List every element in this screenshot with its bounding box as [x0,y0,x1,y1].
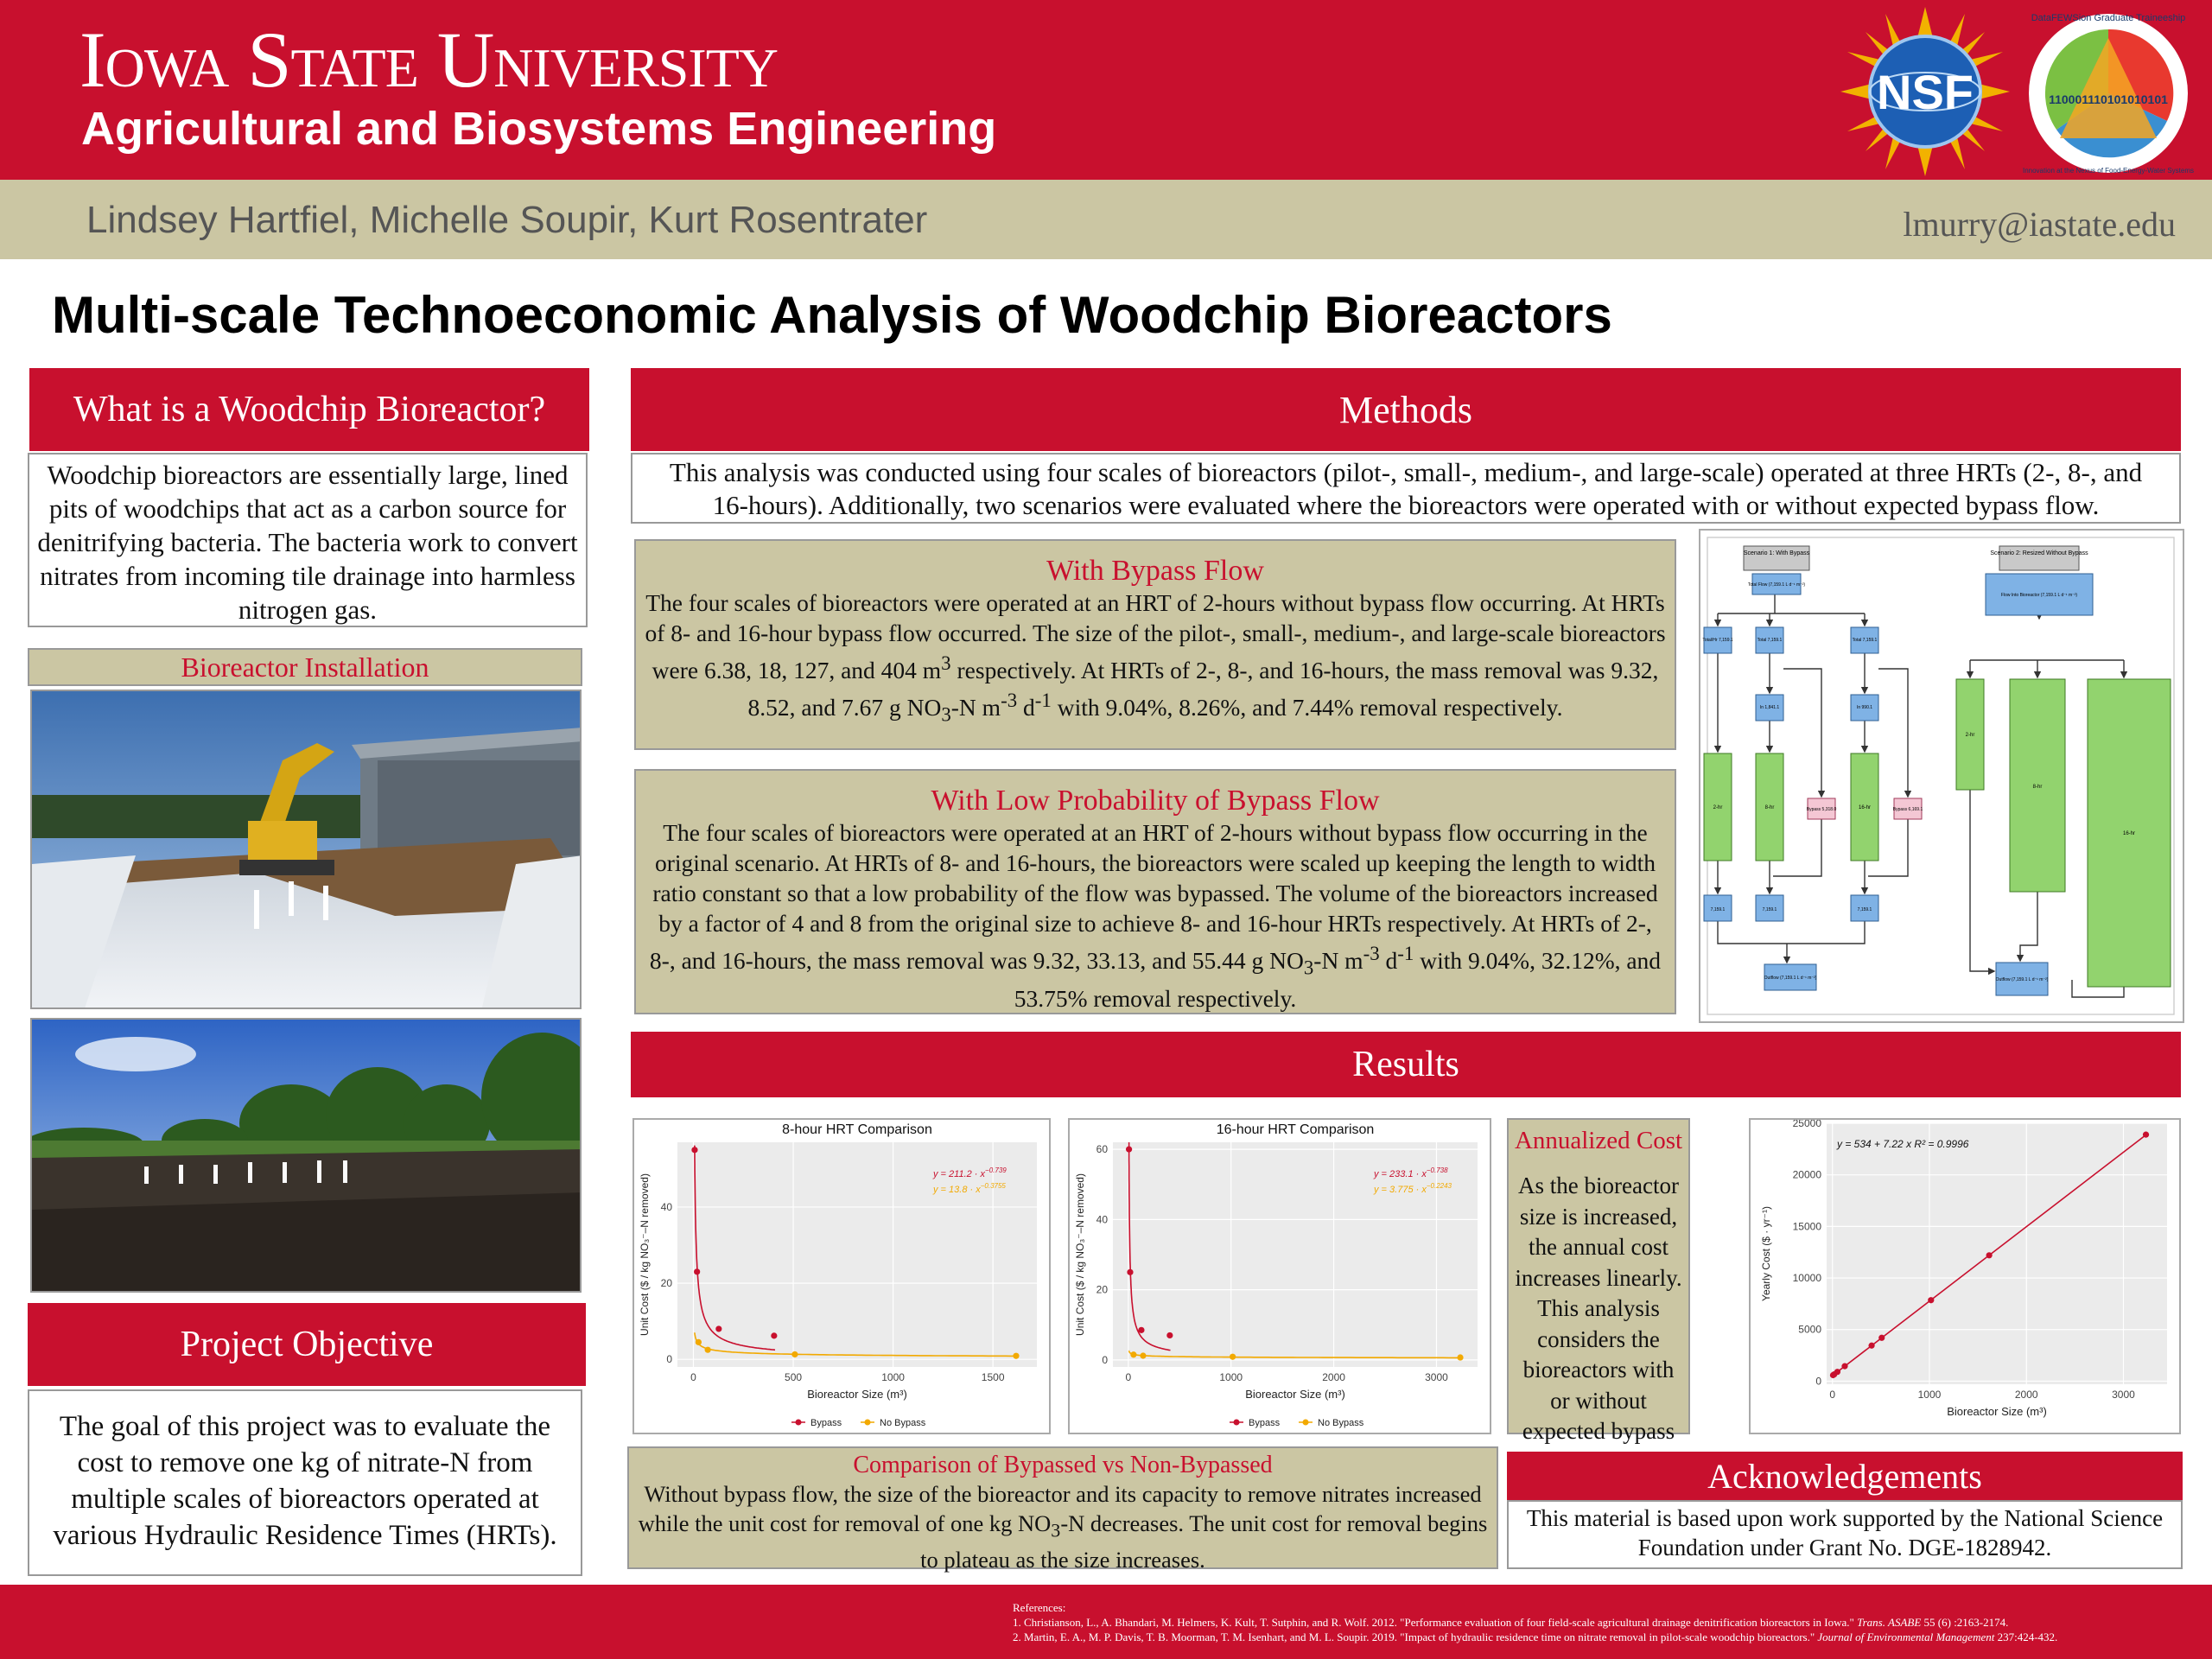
datafews-logo-subtext: Innovation at the Nexus of Food-Energy-Water Systems [2022,167,2195,175]
data-point [1868,1343,1874,1349]
objective-box [28,1389,582,1576]
methods-box [631,453,2181,524]
poster-title: Multi-scale Technoeconomic Analysis of Woodchip Bioreactors [52,286,1612,344]
comparison-text: Without bypass flow, the size of the bioreactor and its capacity to remove nitrates increased while the unit cost for removal of one kg $NO_3-N$ decreases. The unit cost for removal begins to plateau as the size increases. [638,1481,1488,1573]
svg-text:Bypass 5,318.0: Bypass 5,318.0 [1806,807,1837,812]
x-tick-label: 2000 [1322,1371,1345,1383]
svg-text:In 990.1: In 990.1 [1856,705,1873,710]
svg-text:Total Flow (7,159.1 L d⁻¹ m⁻²): Total Flow (7,159.1 L d⁻¹ m⁻²) [1747,582,1806,588]
bypass-box [634,539,1676,750]
data-point [705,1347,711,1353]
datafews-binary: 110001110101010101 [2049,92,2168,106]
svg-text:7,159.1: 7,159.1 [1762,907,1777,912]
y-tick-label: 0 [1102,1353,1108,1366]
methods-text: This analysis was conducted using four scales of bioreactors (pilot-, small-, medium-, and large-scale) operated at three HRTs (2-, 8-, and 16-hours). Additionally, two scenarios were evaluated where the bioreactors were operated with or without expected bypass flow. [669,457,2143,520]
svg-text:Total 7,159.1: Total 7,159.1 [1757,638,1783,643]
legend-nobypass-label: No Bypass [1318,1418,1364,1428]
data-point [1928,1297,1934,1303]
equation-bypass-exp: −0.739 [985,1166,1007,1174]
methods-heading: Methods [631,368,2181,451]
flow-diagram [1699,529,2184,1023]
data-point [2143,1132,2149,1138]
reference-1: 1. Christianson, L., A. Bhandari, M. Helmers, K. Kult, T. Sutphin, and R. Wolf. 2012. "Performance evaluation of four field-scale agricultural drainage denitrification bioreactors in Iowa." Trans. ASABE 55 (6) :2163-2174. [1013,1616,2009,1629]
y-axis-label: Unit Cost ($ / kg NO₃⁻–N removed) [639,1173,651,1336]
references-heading: References: [1013,1601,1066,1614]
annualized-box [1507,1118,1690,1444]
legend-bypass-label: Bypass [1249,1418,1281,1428]
equation-nobypass: $y = 13.8 \cdot x^{-0.3755}$ [933,1182,1006,1195]
y-tick-label: 10000 [1792,1272,1821,1285]
svg-text:7,159.1: 7,159.1 [1857,907,1872,912]
header-bar [0,0,2212,180]
svg-text:2-hr: 2-hr [1713,805,1723,810]
installation-photo-1 [30,690,582,1009]
legend-nobypass-label: No Bypass [880,1418,926,1428]
legend-nobypass-marker [1303,1420,1309,1426]
datafews-logo-text: DataFEWSion Graduate Traineeship [2031,13,2186,23]
nsf-logo [1840,7,2010,176]
data-point [1013,1353,1019,1359]
y-tick-label: 15000 [1792,1220,1821,1233]
chart-title: 16-hour HRT Comparison [1216,1122,1375,1137]
data-point [1138,1327,1144,1333]
equation-nobypass: $y = 3.775 \cdot x^{-0.2243}$ [1374,1182,1452,1195]
x-axis-label: Bioreactor Size (m³) [1245,1388,1345,1401]
y-tick-label: 40 [660,1200,672,1213]
svg-text:2-hr: 2-hr [1965,733,1975,738]
equation-bypass-exp: −0.738 [1426,1166,1448,1174]
footer-bar [0,1585,2212,1659]
x-axis-label: Bioreactor Size (m³) [1947,1405,2047,1418]
results-heading: Results [631,1032,2181,1097]
data-point [1834,1369,1840,1375]
data-point [771,1332,777,1338]
svg-text:Scenario 2: Resized Without By: Scenario 2: Resized Without Bypass [1990,550,2088,556]
annualized-text: As the bioreactor size is increased, the annual cost increases linearly. This analysis considers the bioreactors with or without expected bypass [1515,1173,1682,1444]
legend-bypass-marker [1234,1420,1240,1426]
comparison-box [627,1446,1498,1573]
y-tick-label: 0 [666,1353,672,1366]
yearly-equation: y = 534 + 7.22 x R² = 0.9996 [1837,1138,1969,1150]
data-point [1457,1354,1463,1360]
data-point [691,1147,697,1153]
objective-text: The goal of this project was to evaluate the cost to remove one kg of nitrate-N from multiple scales of bioreactors operated at various Hydraulic Residence Times (HRTs). [53,1411,557,1551]
data-point [791,1351,798,1357]
annualized-heading: Annualized Cost [1514,1127,1683,1154]
data-point [1130,1351,1136,1357]
y-tick-label: 20 [1096,1283,1108,1296]
objective-heading: Project Objective [28,1303,586,1386]
installation-photo-2 [30,1018,582,1293]
what-is-box [28,453,588,627]
x-tick-label: 2000 [2014,1389,2038,1401]
y-tick-label: 20 [660,1277,672,1290]
data-point [694,1268,700,1274]
comparison-heading: Comparison of Bypassed vs Non-Bypassed [853,1452,1273,1478]
installation-heading: Bioreactor Installation [28,648,582,686]
university-name: Iowa State University [79,16,779,104]
chart-title: 8-hour HRT Comparison [782,1122,932,1137]
x-tick-label: 1000 [1219,1371,1243,1383]
data-point [1878,1335,1885,1341]
svg-text:Flow Into Bioreactor (7,159.1: Flow Into Bioreactor (7,159.1 L d⁻¹ m⁻²) [2000,593,2078,598]
contact-email[interactable]: lmurry@iastate.edu [1903,205,2176,244]
ack-box [1507,1500,2183,1569]
x-tick-label: 1500 [981,1371,1005,1383]
what-is-text: Woodchip bioreactors are essentially large, lined pits of woodchips that act as a carbon source for denitrifying bacteria. The bacteria work to convert nitrates from incoming tile drainage into harmless nitrogen gas. [37,460,578,625]
legend-bypass-marker [796,1420,802,1426]
x-tick-label: 1000 [1917,1389,1942,1401]
data-point [1166,1332,1173,1338]
chart-yearly [1749,1118,2181,1434]
data-point [696,1339,702,1345]
low-bypass-box [634,769,1676,1014]
svg-text:Total 7,159.1: Total 7,159.1 [1852,638,1878,643]
y-axis-label: Unit Cost ($ / kg NO₃⁻–N removed) [1074,1173,1086,1336]
chart-16hr [1068,1118,1491,1434]
bypass-text: The four scales of bioreactors were operated at an HRT of 2-hours without bypass flow occurring. At HRTs of 8- and 16-hour bypass flow occurred. The size of the pilot-, small-, medium-, and large-scale bioreactors were 6.38, 18, 127, and 404 $m^3$ respectively. At HRTs of 2-, 8-, and 16-hours, the mass removal was 9.32, 8.52, and 7.67 g $NO_3-N$ $m^{-3}$ $d^{-1}$ with 9.04%, 8.26%, and 7.44% removal respectively. [645,589,1666,726]
chart-8hr [632,1118,1051,1434]
svg-text:16-hr: 16-hr [1858,805,1872,810]
y-tick-label: 40 [1096,1213,1108,1226]
y-tick-label: 5000 [1798,1323,1821,1336]
legend-bypass-label: Bypass [810,1418,842,1428]
bypass-heading: With Bypass Flow [1046,555,1264,587]
x-tick-label: 1000 [881,1371,905,1383]
svg-text:Bypass 6,169.1: Bypass 6,169.1 [1892,807,1923,812]
svg-text:16-hr: 16-hr [2122,831,2136,836]
ack-text: This material is based upon work supported by the National Science Foundation under Grant No. DGE-1828942. [1526,1505,2164,1560]
plot-panel [1827,1123,2167,1384]
x-tick-label: 0 [690,1371,696,1383]
y-tick-label: 0 [1815,1375,1821,1388]
equation-nobypass-exp: −0.3755 [980,1182,1006,1190]
data-point [1140,1352,1146,1358]
equation-nobypass-exp: −0.2243 [1426,1182,1452,1190]
y-axis-label: Yearly Cost ($ · yr⁻¹) [1760,1206,1772,1301]
low-bypass-heading: With Low Probability of Bypass Flow [931,785,1380,817]
svg-text:In 1,841.1: In 1,841.1 [1759,705,1780,710]
data-point [1986,1252,1993,1258]
x-tick-label: 0 [1829,1389,1836,1401]
y-tick-label: 25000 [1792,1120,1821,1129]
ack-heading: Acknowledgements [1507,1452,2183,1500]
equation-bypass: $y = 233.1 \cdot x^{-0.738}$ [1374,1166,1448,1179]
x-tick-label: 3000 [2112,1389,2135,1401]
svg-text:Total/Hr 7,159.1: Total/Hr 7,159.1 [1702,638,1733,643]
svg-text:8-hr: 8-hr [2032,785,2043,790]
s1-title: Scenario 1: With Bypass [1743,550,1810,556]
datafews-logo [2022,9,2195,178]
data-point [1841,1363,1847,1370]
x-tick-label: 3000 [1425,1371,1448,1383]
x-axis-label: Bioreactor Size (m³) [807,1388,907,1401]
reference-2: 2. Martin, E. A., M. P. Davis, T. B. Moorman, T. M. Isenhart, and M. L. Soupir. 2019. "Impact of hydraulic residence time on nitrate removal in pilot-scale woodchip bioreactors." Journal of Environmental Management 237:424-432. [1013,1630,2058,1643]
authors-bar [0,180,2212,259]
svg-text:7,159.1: 7,159.1 [1710,907,1726,912]
references [1013,1600,2057,1644]
authors: Lindsey Hartfiel, Michelle Soupir, Kurt Rosentrater [86,199,928,241]
data-point [1126,1147,1132,1153]
nsf-logo-text: NSF [1877,65,1974,119]
x-tick-label: 500 [785,1371,803,1383]
department-name: Agricultural and Biosystems Engineering [81,103,997,155]
equation-bypass: $y = 211.2 \cdot x^{-0.739}$ [933,1166,1007,1179]
data-point [1127,1269,1133,1275]
svg-text:Outflow (7,159.1 L d⁻¹ m⁻²): Outflow (7,159.1 L d⁻¹ m⁻²) [1764,976,1817,981]
svg-text:8-hr: 8-hr [1764,805,1775,810]
y-tick-label: 60 [1096,1143,1108,1156]
legend-nobypass-marker [865,1420,871,1426]
x-tick-label: 0 [1125,1371,1132,1383]
data-point [715,1325,721,1332]
svg-text:Outflow (7,159.1 L d⁻¹ m⁻²): Outflow (7,159.1 L d⁻¹ m⁻²) [1995,977,2049,982]
y-tick-label: 20000 [1792,1168,1821,1181]
low-bypass-text: The four scales of bioreactors were operated at an HRT of 2-hours without bypass flow occurring in the original scenario. At HRTs of 8- and 16-hours, the bioreactors were scaled up keeping the length to width ratio constant so that a low probability of the flow was bypassed. The volume of the bioreactors increased by a factor of 4 and 8 from the original size to achieve 8- and 16-hour HRTs respectively. At HRTs of 2-, 8-, and 16-hours, the mass removal was 9.32, 33.13, and 55.44 g $NO_3-N$ $m^{-3}$ $d^{-1}$ with 9.04%, 32.12%, and 53.75% removal respectively. [649,819,1662,1012]
data-point [1230,1354,1236,1360]
what-is-heading: What is a Woodchip Bioreactor? [29,368,589,451]
